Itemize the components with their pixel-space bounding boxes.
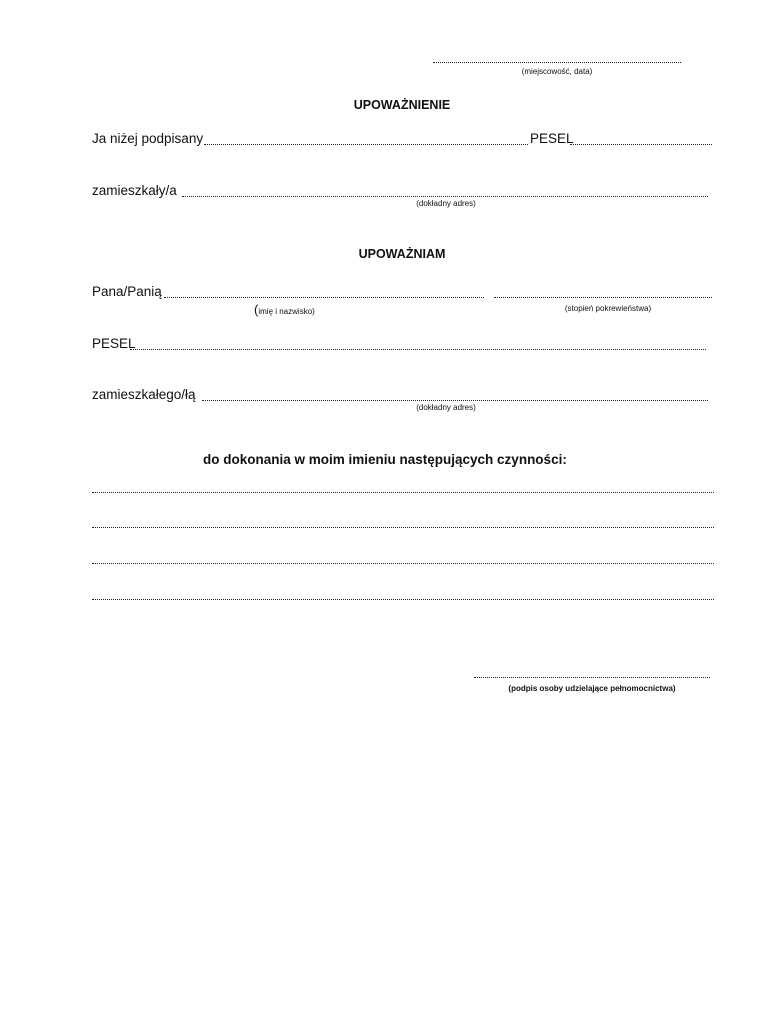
authorize-heading: UPOWAŻNIAM [358, 247, 446, 261]
principal-pesel-field[interactable] [570, 144, 712, 145]
principal-name-row [92, 131, 714, 149]
agent-pesel-row [92, 336, 714, 354]
signature-line[interactable] [474, 677, 710, 678]
agent-address-field[interactable] [202, 400, 708, 401]
agent-name-caption-paren: ( [254, 302, 259, 317]
principal-name-field[interactable] [204, 144, 528, 145]
agent-address-caption: (dokładny adres) [416, 403, 476, 412]
action-line[interactable] [92, 599, 714, 600]
agent-pesel-field[interactable] [130, 349, 706, 350]
place-date-caption: (miejscowość, data) [521, 67, 593, 76]
signature-caption: (podpis osoby udzielające pełnomocnictwa) [508, 684, 676, 693]
principal-address-caption: (dokładny adres) [416, 199, 476, 208]
action-line[interactable] [92, 492, 714, 493]
agent-relation-caption: (stopień pokrewieństwa) [564, 304, 652, 313]
principal-pesel-label: PESEL [530, 131, 574, 146]
agent-relation-field[interactable] [494, 297, 712, 298]
agent-address-label: zamieszkałego/łą [92, 387, 196, 402]
place-date-line[interactable] [433, 62, 681, 63]
principal-name-label: Ja niżej podpisany [92, 131, 204, 146]
action-line[interactable] [92, 527, 714, 528]
agent-pesel-label: PESEL [92, 336, 136, 351]
agent-name-field[interactable] [164, 297, 484, 298]
agent-name-row [92, 284, 714, 302]
document-title: UPOWAŻNIENIE [353, 98, 451, 112]
agent-name-caption-wrap [254, 301, 315, 319]
agent-name-label: Pana/Panią [92, 284, 162, 299]
principal-address-label: zamieszkały/a [92, 183, 177, 198]
principal-address-field[interactable] [182, 196, 708, 197]
action-line[interactable] [92, 563, 714, 564]
agent-name-caption: imię i nazwisko) [258, 307, 315, 316]
actions-heading: do dokonania w moim imieniu następujących czynności: [203, 452, 567, 467]
